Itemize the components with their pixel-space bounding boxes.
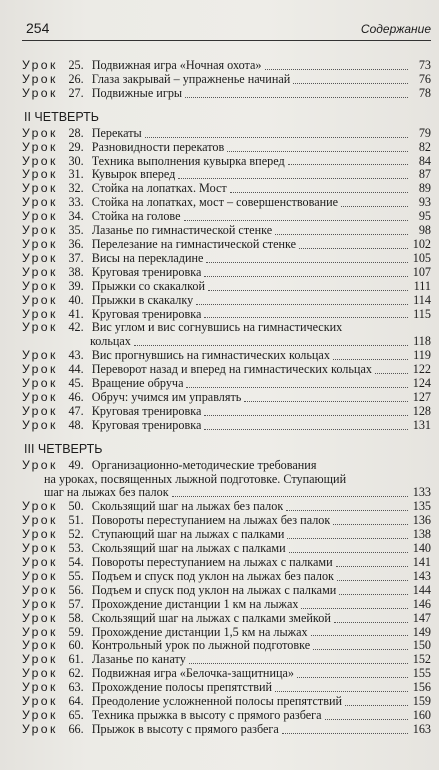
toc-entry xyxy=(22,598,431,612)
lesson-number: 33. xyxy=(68,195,84,210)
dot-leader xyxy=(301,608,408,609)
lesson-label: Урок xyxy=(22,153,58,168)
dot-leader xyxy=(227,151,408,152)
page-ref: 114 xyxy=(413,292,431,307)
lesson-label: Урок xyxy=(22,362,58,377)
page-ref: 140 xyxy=(412,541,431,556)
toc-entry xyxy=(22,639,431,653)
lesson-label: Урок xyxy=(22,320,58,335)
lesson-title: Контрольный урок по лыжной подготовке xyxy=(91,639,311,653)
page-ref: 115 xyxy=(413,306,431,321)
page-ref: 119 xyxy=(413,348,431,363)
lesson-number: 29. xyxy=(68,139,84,154)
dot-leader xyxy=(375,373,408,374)
toc-entry-49 xyxy=(22,459,431,501)
lesson-title: Круговая тренировка xyxy=(91,307,202,321)
toc-entry xyxy=(22,500,431,514)
dot-leader xyxy=(204,415,408,416)
toc-entry xyxy=(22,377,431,391)
lesson-number: 59. xyxy=(68,624,84,639)
toc-top-entries xyxy=(22,59,431,101)
quarter-3-entries xyxy=(22,500,431,736)
lesson-label: Урок xyxy=(22,582,58,597)
toc-entry xyxy=(22,252,431,266)
lesson-title: Вращение обруча xyxy=(91,377,184,391)
dot-leader xyxy=(333,524,408,525)
lesson-title: Организационно-методические требования xyxy=(91,457,317,472)
toc-entry-continuation xyxy=(22,473,431,487)
lesson-label: Урок xyxy=(22,403,58,418)
dot-leader xyxy=(189,663,408,664)
lesson-number: 34. xyxy=(68,209,84,224)
lesson-number: 62. xyxy=(68,666,84,681)
toc-entry xyxy=(22,73,431,87)
lesson-label: Урок xyxy=(22,209,58,224)
page-ref: 147 xyxy=(412,610,431,625)
lesson-label: Урок xyxy=(22,125,58,140)
page-ref: 107 xyxy=(412,264,431,279)
lesson-title: Подъем и спуск под уклон на лыжах без палок xyxy=(91,569,334,583)
toc-entry xyxy=(22,308,431,322)
toc-entry-continuation xyxy=(22,486,431,500)
lesson-title: Прохождение дистанции 1,5 км на лыжах xyxy=(91,625,308,639)
lesson-label: Урок xyxy=(22,527,58,542)
toc-entry xyxy=(22,363,431,377)
lesson-label: Урок xyxy=(22,181,58,196)
lesson-title: Лазанье по гимнастической стенке xyxy=(91,224,273,238)
page-ref: 111 xyxy=(413,278,431,293)
lesson-title-continued: кольцах xyxy=(90,335,131,349)
lesson-label: Урок xyxy=(22,638,58,653)
running-title: Содержание xyxy=(360,22,431,36)
page-ref: 76 xyxy=(418,71,431,86)
lesson-label: Урок xyxy=(22,541,58,556)
toc-entry xyxy=(22,695,431,709)
lesson-number: 52. xyxy=(68,527,84,542)
dot-leader xyxy=(134,345,408,346)
page-ref: 133 xyxy=(412,485,431,500)
lesson-title: Стойка на лопатках, мост – совершенствование xyxy=(91,196,339,210)
page-ref: 79 xyxy=(418,125,431,140)
lesson-number: 48. xyxy=(68,417,84,432)
lesson-title: Подъем и спуск под уклон на лыжах с палками xyxy=(91,583,337,597)
lesson-number: 66. xyxy=(68,721,84,736)
quarter-3-heading: III ЧЕТВЕРТЬ xyxy=(24,441,103,456)
lesson-label: Урок xyxy=(22,417,58,432)
page-ref: 128 xyxy=(412,403,431,418)
toc-entry xyxy=(22,141,431,155)
lesson-label: Урок xyxy=(22,457,58,472)
page-ref: 95 xyxy=(418,209,431,224)
page-ref: 102 xyxy=(412,236,431,251)
toc-entry xyxy=(22,542,431,556)
dot-leader xyxy=(275,234,408,235)
lesson-label: Урок xyxy=(22,499,58,514)
toc-entry xyxy=(22,723,431,737)
lesson-title: Переворот назад и вперед на гимнастических кольцах xyxy=(91,363,372,377)
page-ref: 98 xyxy=(418,223,431,238)
lesson-number: 58. xyxy=(68,610,84,625)
lesson-title: Повороты переступанием на лыжах с палками xyxy=(91,556,333,569)
toc-entry xyxy=(22,681,431,695)
lesson-title: Перелезание на гимнастической стенке xyxy=(91,237,297,251)
page-ref: 93 xyxy=(418,195,431,210)
lesson-label: Урок xyxy=(22,306,58,321)
lesson-label: Урок xyxy=(22,624,58,639)
dot-leader xyxy=(313,649,408,650)
toc-entry xyxy=(22,155,431,169)
lesson-label: Урок xyxy=(22,348,58,363)
page-ref: 122 xyxy=(412,362,431,377)
lesson-title: Круговая тренировка xyxy=(91,404,202,418)
lesson-title: Прохождение полосы препятствий xyxy=(91,681,273,695)
lesson-label: Урок xyxy=(22,139,58,154)
lesson-label: Урок xyxy=(22,568,58,583)
toc-entry xyxy=(22,528,431,542)
page-ref: 150 xyxy=(412,638,431,653)
lesson-label: Урок xyxy=(22,389,58,404)
lesson-title: Техника выполнения кувырка вперед xyxy=(91,154,285,168)
toc-entry xyxy=(22,405,431,419)
toc-entry xyxy=(22,570,431,584)
dot-leader xyxy=(230,192,408,193)
toc-entry-continuation xyxy=(22,335,431,349)
quarter-2-entries xyxy=(22,127,431,322)
lesson-label: Урок xyxy=(22,610,58,625)
lesson-title-continued: на уроках, посвященных лыжной подготовке. Ступающий xyxy=(44,472,347,486)
dot-leader xyxy=(299,248,408,249)
lesson-number: 30. xyxy=(68,153,84,168)
page-ref: 156 xyxy=(412,680,431,695)
lesson-label: Урок xyxy=(22,680,58,695)
lesson-label: Урок xyxy=(22,694,58,709)
dot-leader xyxy=(178,178,408,179)
lesson-label: Урок xyxy=(22,167,58,182)
page-ref: 73 xyxy=(418,58,431,72)
dot-leader xyxy=(286,510,408,511)
lesson-title: Преодоление усложненной полосы препятствий xyxy=(91,695,343,709)
lesson-label: Урок xyxy=(22,278,58,293)
page-ref: 160 xyxy=(412,707,431,722)
page-ref: 105 xyxy=(412,250,431,265)
lesson-title: Прыжки со скакалкой xyxy=(91,279,206,293)
lesson-number: 40. xyxy=(68,292,84,307)
page-ref: 136 xyxy=(412,513,431,528)
lesson-title: Вис прогнувшись на гимнастических кольцах xyxy=(91,349,330,363)
lesson-title: Вис углом и вис согнувшись на гимнастических xyxy=(91,320,343,335)
lesson-title: Подвижная игра «Ночная охота» xyxy=(91,59,262,72)
page-ref: 163 xyxy=(412,721,431,736)
page-ref: 124 xyxy=(412,376,431,391)
lesson-number: 61. xyxy=(68,652,84,667)
lesson-number: 53. xyxy=(68,541,84,556)
toc-entry xyxy=(22,168,431,182)
toc-entry xyxy=(22,127,431,141)
lesson-label: Урок xyxy=(22,707,58,722)
dot-leader xyxy=(196,304,408,305)
lesson-number: 63. xyxy=(68,680,84,695)
dot-leader xyxy=(287,538,408,539)
toc-entry xyxy=(22,196,431,210)
lesson-label: Урок xyxy=(22,236,58,251)
lesson-number: 65. xyxy=(68,707,84,722)
toc-entry xyxy=(22,709,431,723)
dot-leader xyxy=(336,566,408,567)
lesson-title: Повороты переступанием на лыжах без палок xyxy=(91,514,331,528)
lesson-label: Урок xyxy=(22,71,58,86)
lesson-number: 25. xyxy=(68,58,84,72)
toc-entry xyxy=(22,224,431,238)
toc-entry xyxy=(22,210,431,224)
toc-entry xyxy=(22,294,431,308)
lesson-title: Прыжки в скакалку xyxy=(91,293,194,307)
lesson-number: 36. xyxy=(68,236,84,251)
page-ref: 87 xyxy=(418,167,431,182)
lesson-number: 35. xyxy=(68,223,84,238)
page-ref: 89 xyxy=(418,181,431,196)
page-ref: 131 xyxy=(412,417,431,432)
lesson-number: 39. xyxy=(68,278,84,293)
page-ref: 143 xyxy=(412,568,431,583)
lesson-title: Скользящий шаг на лыжах без палок xyxy=(91,500,284,514)
lesson-number: 42. xyxy=(68,320,84,335)
lesson-label: Урок xyxy=(22,513,58,528)
page-ref: 78 xyxy=(418,85,431,100)
toc-entry xyxy=(22,391,431,405)
lesson-number: 38. xyxy=(68,264,84,279)
dot-leader xyxy=(208,290,408,291)
toc-entry xyxy=(22,59,431,73)
dot-leader xyxy=(297,677,408,678)
quarter-2-heading: II ЧЕТВЕРТЬ xyxy=(24,109,100,124)
page-ref: 118 xyxy=(413,334,431,349)
lesson-number: 54. xyxy=(68,555,84,569)
dot-leader xyxy=(204,317,408,318)
lesson-title-continued: шаг на лыжах без палок xyxy=(44,486,169,500)
lesson-number: 47. xyxy=(68,403,84,418)
lesson-number: 50. xyxy=(68,499,84,514)
lesson-title: Круговая тренировка xyxy=(91,265,202,279)
lesson-label: Урок xyxy=(22,376,58,391)
page-ref: 152 xyxy=(412,652,431,667)
dot-leader xyxy=(282,733,408,734)
lesson-title: Глаза закрывай – упражненье начинай xyxy=(91,72,291,86)
toc-entry xyxy=(22,87,431,101)
lesson-title: Подвижные игры xyxy=(91,86,183,100)
toc-entry xyxy=(22,419,431,433)
lesson-label: Урок xyxy=(22,292,58,307)
toc-entry xyxy=(22,266,431,280)
lesson-title: Прохождение дистанции 1 км на лыжах xyxy=(91,597,299,611)
page-ref: 144 xyxy=(412,582,431,597)
toc-entry xyxy=(22,653,431,667)
dot-leader xyxy=(275,691,408,692)
lesson-number: 31. xyxy=(68,167,84,182)
toc-entry xyxy=(22,514,431,528)
toc-entry xyxy=(22,626,431,640)
lesson-title: Кувырок вперед xyxy=(91,168,176,182)
page-ref: 146 xyxy=(412,596,431,611)
lesson-label: Урок xyxy=(22,652,58,667)
dot-leader xyxy=(341,206,408,207)
lesson-title: Висы на перекладине xyxy=(91,251,204,265)
page-ref: 149 xyxy=(412,624,431,639)
toc-entry xyxy=(22,349,431,363)
lesson-number: 46. xyxy=(68,389,84,404)
page-ref: 135 xyxy=(412,499,431,514)
lesson-number: 56. xyxy=(68,582,84,597)
page-header xyxy=(22,0,431,41)
lesson-number: 43. xyxy=(68,348,84,363)
lesson-number: 49. xyxy=(68,457,84,472)
page-ref: 141 xyxy=(412,555,431,569)
lesson-label: Урок xyxy=(22,596,58,611)
toc-entry xyxy=(22,612,431,626)
dot-leader xyxy=(339,594,408,595)
lesson-label: Урок xyxy=(22,250,58,265)
page-number: 254 xyxy=(26,20,50,36)
lesson-number: 64. xyxy=(68,694,84,709)
dot-leader xyxy=(265,69,408,70)
lesson-title: Круговая тренировка xyxy=(91,418,202,432)
dot-leader xyxy=(244,401,408,402)
dot-leader xyxy=(206,262,408,263)
page-ref: 84 xyxy=(418,153,431,168)
quarter-2-entries-continued xyxy=(22,349,431,432)
dot-leader xyxy=(334,622,408,623)
lesson-title: Ступающий шаг на лыжах с палками xyxy=(91,528,285,542)
toc-entry xyxy=(22,238,431,252)
lesson-label: Урок xyxy=(22,85,58,100)
toc-entry xyxy=(22,280,431,294)
lesson-number: 51. xyxy=(68,513,84,528)
dot-leader xyxy=(293,83,408,84)
dot-leader xyxy=(311,635,408,636)
lesson-number: 55. xyxy=(68,568,84,583)
lesson-label: Урок xyxy=(22,58,58,72)
lesson-title: Подвижная игра «Белочка-защитница» xyxy=(91,667,295,681)
page-ref: 155 xyxy=(412,666,431,681)
dot-leader xyxy=(145,137,408,138)
lesson-number: 32. xyxy=(68,181,84,196)
lesson-title: Лазанье по канату xyxy=(91,653,186,667)
page-ref: 138 xyxy=(412,527,431,542)
lesson-number: 60. xyxy=(68,638,84,653)
lesson-number: 41. xyxy=(68,306,84,321)
lesson-title: Техника прыжка в высоту с прямого разбега xyxy=(91,708,322,722)
page-ref: 82 xyxy=(418,139,431,154)
lesson-number: 37. xyxy=(68,250,84,265)
lesson-number: 26. xyxy=(68,71,84,86)
toc-entry xyxy=(22,667,431,681)
dot-leader xyxy=(345,705,408,706)
lesson-number: 57. xyxy=(68,596,84,611)
toc-entry xyxy=(22,182,431,196)
dot-leader xyxy=(172,496,408,497)
lesson-label: Урок xyxy=(22,195,58,210)
lesson-label: Урок xyxy=(22,666,58,681)
toc-entry xyxy=(22,584,431,598)
lesson-number: 44. xyxy=(68,362,84,377)
toc-entry-line xyxy=(22,459,431,473)
lesson-label: Урок xyxy=(22,721,58,736)
dot-leader xyxy=(185,97,408,98)
dot-leader xyxy=(184,220,408,221)
lesson-number: 28. xyxy=(68,125,84,140)
lesson-title: Перекаты xyxy=(91,126,142,140)
lesson-number: 45. xyxy=(68,376,84,391)
dot-leader xyxy=(186,387,408,388)
lesson-label: Урок xyxy=(22,264,58,279)
toc-entry xyxy=(22,556,431,570)
lesson-label: Урок xyxy=(22,223,58,238)
dot-leader xyxy=(204,276,408,277)
lesson-title: Прыжок в высоту с прямого разбега xyxy=(91,722,279,736)
dot-leader xyxy=(337,580,408,581)
lesson-label: Урок xyxy=(22,555,58,569)
toc-entry-line xyxy=(22,321,431,335)
table-of-contents xyxy=(22,59,431,737)
lesson-title: Стойка на голове xyxy=(91,210,181,224)
page-ref: 159 xyxy=(412,694,431,709)
dot-leader xyxy=(289,552,408,553)
lesson-title: Стойка на лопатках. Мост xyxy=(91,182,227,196)
lesson-title: Скользящий шаг на лыжах с палками змейкой xyxy=(91,611,331,625)
toc-entry-42 xyxy=(22,321,431,349)
dot-leader xyxy=(325,719,408,720)
dot-leader xyxy=(204,429,408,430)
lesson-title: Скользящий шаг на лыжах с палками xyxy=(91,542,286,556)
lesson-title: Разновидности перекатов xyxy=(91,140,225,154)
lesson-title: Обруч: учимся им управлять xyxy=(91,390,242,404)
dot-leader xyxy=(288,164,408,165)
dot-leader xyxy=(333,359,408,360)
page-ref: 127 xyxy=(412,389,431,404)
lesson-number: 27. xyxy=(68,85,84,100)
